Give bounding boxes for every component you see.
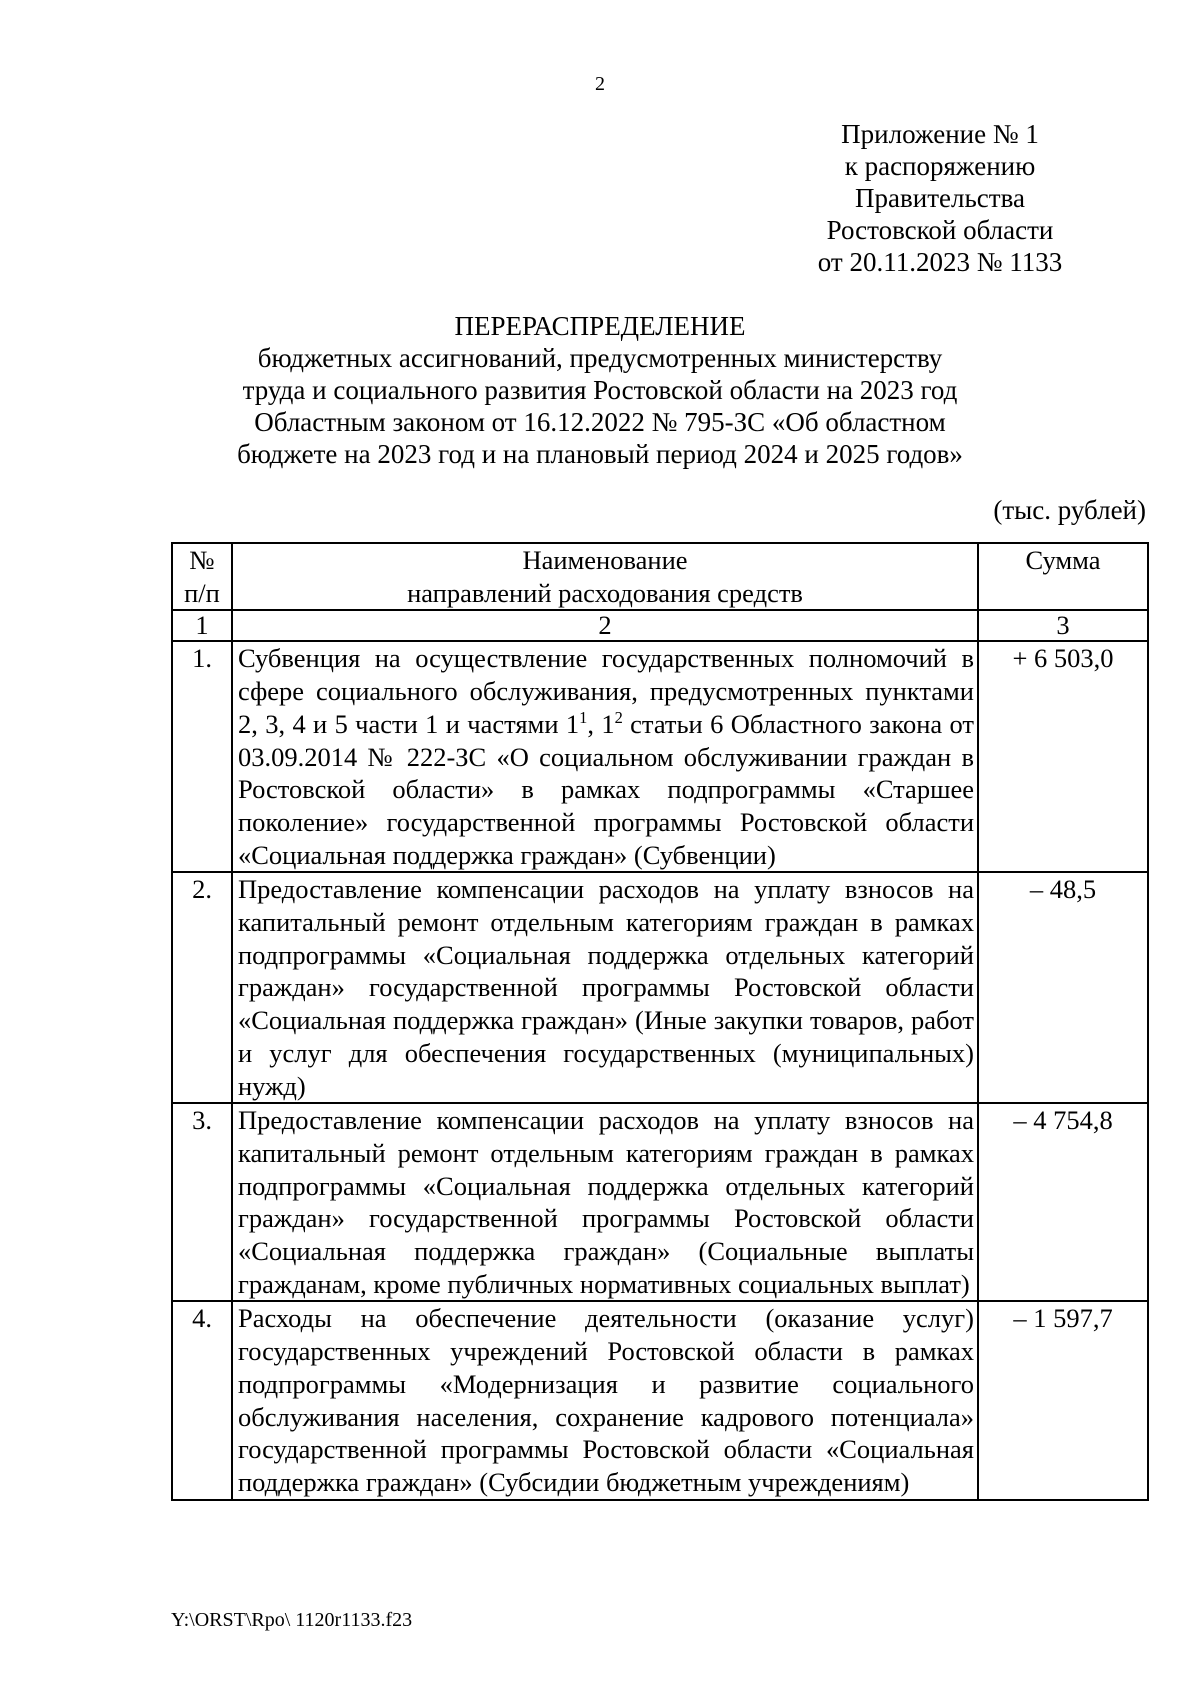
table-header-row (172, 543, 1148, 610)
title-line: труда и социального развития Ростовской области на 2023 год (242, 375, 958, 405)
row-name: Предоставление компенсации расходов на уплату взносов на капитальный ремонт отдельным категориям граждан в рамках подпрограммы «Социальная поддержка отдельных категорий граждан» государственной программы Ростовской области «Социальная поддержка граждан» (Социальные выплаты гражданам, кроме публичных нормативных социальных выплат) (232, 1103, 978, 1301)
budget-table (171, 542, 1149, 1501)
appendix-line: к распоряжению (844, 151, 1036, 181)
title-line: бюджете на 2023 год и на плановый период 2024 и 2025 годов» (237, 439, 963, 469)
appendix-block (790, 118, 1090, 278)
row-number: 2. (172, 872, 232, 1103)
superscript: 2 (614, 707, 623, 727)
header-num-cell (172, 543, 232, 610)
row-name-text: Субвенция на осуществление государственных полномочий в сфере социального обслуживания, предусмотренных пунктами 2, 3, 4 и 5 части 1 и частями 1 (238, 643, 974, 739)
units-label: (тыс. рублей) (993, 495, 1146, 525)
superscript: 1 (579, 707, 588, 727)
column-number-row (172, 610, 1148, 641)
row-sum: – 4 754,8 (978, 1103, 1148, 1301)
row-number: 4. (172, 1301, 232, 1499)
row-sum: – 1 597,7 (978, 1301, 1148, 1499)
row-name-text: , 1 (587, 708, 615, 739)
appendix-line: Ростовской области (826, 215, 1054, 245)
header-name-line1: Наименование (522, 545, 688, 575)
title-heading: ПЕРЕРАСПРЕДЕЛЕНИЕ (454, 311, 746, 341)
column-number: 3 (978, 610, 1148, 641)
table-row (172, 872, 1148, 1103)
row-name: Предоставление компенсации расходов на уплату взносов на капитальный ремонт отдельным категориям граждан в рамках подпрограммы «Социальная поддержка отдельных категорий граждан» государственной программы Ростовской области «Социальная поддержка граждан» (Иные закупки товаров, работ и услуг для обеспечения государственных (муниципальных) нужд) (232, 872, 978, 1103)
table-row (172, 641, 1148, 872)
row-number: 3. (172, 1103, 232, 1301)
title-line: бюджетных ассигнований, предусмотренных министерству (257, 343, 943, 373)
header-num-line1: № (189, 545, 215, 575)
row-number: 1. (172, 641, 232, 872)
header-name-line2: направлений расходования средств (407, 577, 803, 608)
title-line: Областным законом от 16.12.2022 № 795-ЗС «Об областном (254, 407, 946, 437)
row-sum: + 6 503,0 (978, 641, 1148, 872)
appendix-line: Правительства (855, 183, 1025, 213)
appendix-line: от 20.11.2023 № 1133 (817, 247, 1063, 277)
appendix-line: Приложение № 1 (841, 119, 1039, 149)
column-number: 1 (172, 610, 232, 641)
page-number: 2 (595, 73, 605, 95)
row-name: Расходы на обеспечение деятельности (оказание услуг) государственных учреждений Ростовской области в рамках подпрограммы «Модернизация и развитие социального обслуживания населения, сохранение кадрового потенциала» государственной программы Ростовской области «Социальная поддержка граждан» (Субсидии бюджетным учреждениям) (232, 1301, 978, 1499)
header-num-line2: п/п (184, 577, 220, 608)
file-path-footer: Y:\ORST\Rpo\ 1120r1133.f23 (171, 1609, 413, 1631)
header-sum-cell (978, 543, 1148, 610)
document-title (150, 310, 1050, 470)
row-name-text: статьи 6 Областного закона от 03.09.2014 № 222-ЗС «О социальном обслуживании граждан в Ростовской области» в рамках подпрограммы «Старшее поколение» государственной программы Ростовской области «Социальная поддержка граждан» (Субвенции) (238, 708, 975, 870)
header-name-cell (232, 543, 978, 610)
table-row (172, 1301, 1148, 1499)
column-number: 2 (232, 610, 978, 641)
row-sum: – 48,5 (978, 872, 1148, 1103)
header-sum-label: Сумма (1025, 545, 1101, 575)
row-name (232, 641, 978, 872)
table-row (172, 1103, 1148, 1301)
